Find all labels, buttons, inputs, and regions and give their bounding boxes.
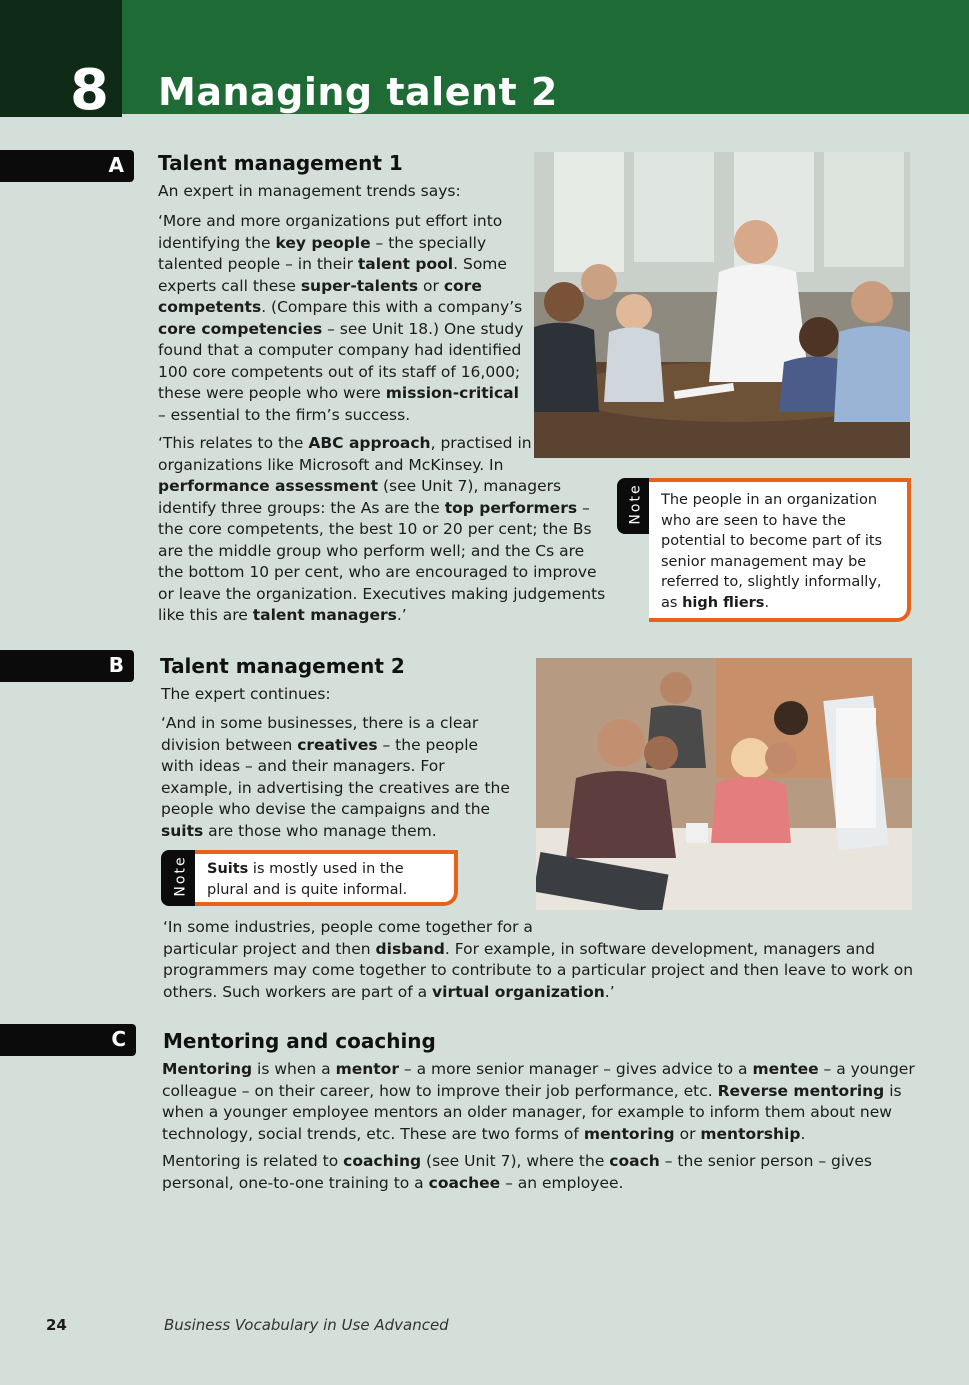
note-tab-a-label: Note	[627, 483, 644, 525]
note-tab-a	[617, 478, 649, 534]
section-a-quote-2: ‘This relates to the ABC approach, practised in organizations like Microsoft and McKinsey. In performance assessment (see Unit 7), managers identify three groups: the As are the top performers – the core competents, the best 10 or 20 per cent; the Bs are the middle group who perform well; and the Cs are the bottom 10 per cent, who are encouraged to improve or leave the organization. Executives making judgements like this are talent managers.’	[158, 434, 606, 624]
note-tab-b	[161, 850, 195, 906]
note-box-a	[649, 478, 911, 622]
section-c-paragraph-2: Mentoring is related to coaching (see Unit 7), where the coach – the senior person – gives personal, one-to-one training to a coachee – an employee.	[162, 1152, 872, 1192]
section-a-quote-1: ‘More and more organizations put effort into identifying the key people – the specially talented people – in their talent pool. Some experts call these super-talents or core competents. (Compare this with a company’s core competencies – see Unit 18.) One study found that a computer company had identified 100 core competents out of its staff of 16,000; these were people who were mission-critical – essential to the firm’s success.	[158, 212, 524, 424]
book-title: Business Vocabulary in Use Advanced	[164, 1316, 449, 1334]
section-c-heading: Mentoring and coaching	[163, 1029, 436, 1053]
section-a-intro: An expert in management trends says:	[158, 182, 461, 200]
section-b-intro: The expert continues:	[161, 685, 331, 703]
section-c-tab	[0, 1024, 136, 1056]
section-c-letter: C	[111, 1027, 126, 1051]
unit-number: 8	[70, 58, 109, 123]
unit-title: Managing talent 2	[158, 70, 558, 114]
note-box-b	[195, 850, 458, 906]
note-a-text: The people in an organization who are seen to have the potential to become part of its senior management may be referred to, slightly informally, as high fliers.	[661, 492, 883, 611]
note-tab-b-label: Note	[172, 855, 189, 897]
section-b-letter: B	[108, 653, 124, 677]
team-computer-photo	[536, 658, 912, 910]
section-a-letter: A	[108, 153, 124, 177]
section-a-heading: Talent management 1	[158, 151, 403, 175]
section-b-tab	[0, 650, 134, 682]
section-b-quote-2: ‘In some industries, people come together for a particular project and then disband. For example, in software development, managers and programmers may come together to contribute to a particular project and then leave to work on others. Such workers are part of a virtual organization.’	[163, 918, 914, 1001]
page-number: 24	[46, 1316, 67, 1334]
section-c-paragraph-1: Mentoring is when a mentor – a more senior manager – gives advice to a mentee – a younger colleague – on their career, how to improve their job performance, etc. Reverse mentoring is when a younger employee mentors an older manager, for example to inform them about new technology, social trends, etc. These are two forms of mentoring or mentorship.	[162, 1060, 915, 1143]
section-b-heading: Talent management 2	[160, 654, 405, 678]
note-b-text: Suits is mostly used in the plural and is quite informal.	[207, 861, 408, 898]
meeting-photo	[534, 152, 910, 458]
section-a-tab	[0, 150, 134, 182]
section-b-quote-1: ‘And in some businesses, there is a clear division between creatives – the people with ideas – and their managers. For example, in advertising the creatives are the people who devise the campaigns and the suits are those who manage them.	[161, 714, 510, 840]
